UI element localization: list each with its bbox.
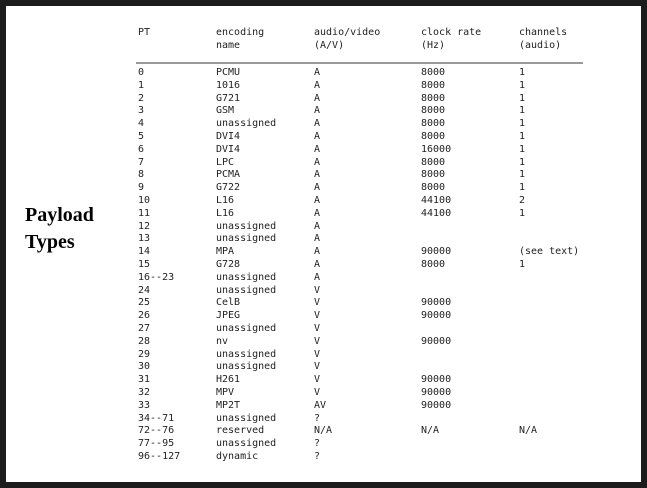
table-row	[6, 259, 641, 272]
cell-pt: 9	[138, 182, 145, 194]
cell-audio-video: V	[314, 386, 321, 398]
cell-clock-rate: 8000	[421, 118, 446, 130]
cell-pt: 28	[138, 335, 151, 347]
table-row	[6, 323, 641, 336]
cell-encoding: G722	[216, 182, 241, 194]
cell-audio-video: V	[314, 284, 321, 296]
cell-encoding: GSM	[216, 105, 235, 117]
cell-clock-rate: 8000	[421, 130, 446, 142]
table-row	[6, 400, 641, 413]
cell-clock-rate: 90000	[421, 374, 452, 386]
cell-pt: 32	[138, 386, 151, 398]
table-row	[6, 182, 641, 195]
cell-encoding: L16	[216, 207, 235, 219]
cell-audio-video: V	[314, 348, 321, 360]
cell-pt: 0	[138, 67, 145, 78]
cell-pt: 12	[138, 220, 151, 232]
cell-channels: 1	[519, 105, 526, 117]
cell-clock-rate: 8000	[421, 105, 446, 117]
cell-pt: 2	[138, 92, 145, 104]
cell-pt: 27	[138, 322, 151, 334]
header-audio-video: audio/video (A/V)	[314, 27, 381, 51]
cell-channels: 1	[519, 79, 526, 91]
cell-pt: 24	[138, 284, 151, 296]
header-clock-rate: clock rate (Hz)	[421, 27, 482, 51]
cell-audio-video: A	[314, 271, 321, 283]
cell-channels: 1	[519, 156, 526, 168]
cell-encoding: JPEG	[216, 310, 241, 322]
cell-pt: 26	[138, 310, 151, 322]
cell-encoding: PCMA	[216, 169, 241, 181]
cell-audio-video: V	[314, 322, 321, 334]
cell-clock-rate: 44100	[421, 194, 452, 206]
cell-pt: 77--95	[138, 438, 175, 450]
cell-encoding: unassigned	[216, 438, 277, 450]
table-row	[6, 336, 641, 349]
cell-channels: 1	[519, 143, 526, 155]
cell-pt: 1	[138, 79, 145, 91]
cell-audio-video: A	[314, 182, 321, 194]
cell-pt: 13	[138, 233, 151, 245]
cell-pt: 96--127	[138, 450, 181, 462]
table-row	[6, 374, 641, 387]
cell-pt: 11	[138, 207, 151, 219]
title-line-1: Payload	[25, 204, 94, 226]
cell-audio-video: N/A	[314, 425, 333, 437]
cell-audio-video: AV	[314, 399, 327, 411]
cell-channels: 1	[519, 130, 526, 142]
cell-encoding: 1016	[216, 79, 241, 91]
cell-audio-video: A	[314, 233, 321, 245]
cell-audio-video: V	[314, 374, 321, 386]
cell-pt: 4	[138, 118, 145, 130]
cell-encoding: unassigned	[216, 412, 277, 424]
cell-audio-video: V	[314, 297, 321, 309]
cell-pt: 3	[138, 105, 145, 117]
table-row	[6, 221, 641, 234]
cell-encoding: unassigned	[216, 220, 277, 232]
table-row	[6, 93, 641, 106]
cell-pt: 72--76	[138, 425, 175, 437]
table-row	[6, 451, 641, 464]
cell-encoding: reserved	[216, 425, 265, 437]
cell-pt: 31	[138, 374, 151, 386]
table-row	[6, 80, 641, 93]
cell-encoding: MPA	[216, 246, 235, 258]
cell-pt: 5	[138, 130, 145, 142]
table-row	[6, 310, 641, 323]
cell-audio-video: A	[314, 105, 321, 117]
cell-encoding: unassigned	[216, 322, 277, 334]
cell-encoding: LPC	[216, 156, 235, 168]
table-row	[6, 169, 641, 182]
cell-encoding: L16	[216, 194, 235, 206]
cell-encoding: unassigned	[216, 118, 277, 130]
cell-audio-video: V	[314, 310, 321, 322]
payload-table-body	[6, 67, 641, 464]
cell-pt: 25	[138, 297, 151, 309]
cell-clock-rate: 8000	[421, 156, 446, 168]
cell-channels: 1	[519, 67, 526, 78]
table-row	[6, 144, 641, 157]
cell-encoding: H261	[216, 374, 241, 386]
cell-pt: 16--23	[138, 271, 175, 283]
table-row	[6, 285, 641, 298]
cell-audio-video: ?	[314, 412, 321, 424]
table-row	[6, 208, 641, 221]
cell-audio-video: ?	[314, 450, 321, 462]
cell-clock-rate: 8000	[421, 182, 446, 194]
cell-audio-video: A	[314, 169, 321, 181]
cell-encoding: PCMU	[216, 67, 241, 78]
table-row	[6, 157, 641, 170]
cell-encoding: G728	[216, 258, 241, 270]
cell-clock-rate: 90000	[421, 297, 452, 309]
cell-clock-rate: 8000	[421, 67, 446, 78]
cell-audio-video: A	[314, 67, 321, 78]
cell-encoding: CelB	[216, 297, 241, 309]
table-row	[6, 438, 641, 451]
cell-pt: 33	[138, 399, 151, 411]
cell-audio-video: A	[314, 207, 321, 219]
table-row	[6, 246, 641, 259]
table-row	[6, 425, 641, 438]
table-row	[6, 67, 641, 80]
cell-clock-rate: 44100	[421, 207, 452, 219]
table-row	[6, 118, 641, 131]
table-row	[6, 349, 641, 362]
header-encoding: encoding name	[216, 27, 265, 51]
cell-audio-video: V	[314, 361, 321, 373]
table-row	[6, 413, 641, 426]
cell-audio-video: A	[314, 143, 321, 155]
cell-channels: 1	[519, 92, 526, 104]
table-row	[6, 387, 641, 400]
cell-clock-rate: N/A	[421, 425, 440, 437]
cell-clock-rate: 16000	[421, 143, 452, 155]
cell-pt: 34--71	[138, 412, 175, 424]
cell-audio-video: A	[314, 130, 321, 142]
cell-encoding: dynamic	[216, 450, 259, 462]
cell-clock-rate: 90000	[421, 246, 452, 258]
header-divider	[136, 62, 583, 64]
cell-encoding: unassigned	[216, 284, 277, 296]
table-row	[6, 195, 641, 208]
cell-clock-rate: 90000	[421, 335, 452, 347]
cell-clock-rate: 90000	[421, 399, 452, 411]
cell-channels: 1	[519, 118, 526, 130]
cell-encoding: MP2T	[216, 399, 241, 411]
cell-clock-rate: 8000	[421, 92, 446, 104]
cell-audio-video: A	[314, 220, 321, 232]
cell-audio-video: A	[314, 258, 321, 270]
cell-clock-rate: 8000	[421, 169, 446, 181]
cell-pt: 7	[138, 156, 145, 168]
cell-channels: N/A	[519, 425, 538, 437]
cell-pt: 6	[138, 143, 145, 155]
cell-pt: 8	[138, 169, 145, 181]
table-row	[6, 297, 641, 310]
header-pt: PT	[138, 27, 151, 38]
cell-channels: 1	[519, 207, 526, 219]
cell-encoding: unassigned	[216, 271, 277, 283]
cell-audio-video: V	[314, 335, 321, 347]
table-row	[6, 105, 641, 118]
slide	[6, 6, 641, 482]
cell-encoding: G721	[216, 92, 241, 104]
cell-encoding: DVI4	[216, 130, 241, 142]
header-channels: channels (audio)	[519, 27, 568, 51]
cell-encoding: DVI4	[216, 143, 241, 155]
cell-clock-rate: 8000	[421, 258, 446, 270]
cell-encoding: MPV	[216, 386, 235, 398]
table-row	[6, 233, 641, 246]
cell-clock-rate: 90000	[421, 310, 452, 322]
cell-pt: 14	[138, 246, 151, 258]
cell-audio-video: A	[314, 156, 321, 168]
cell-channels: 2	[519, 194, 526, 206]
table-row	[6, 361, 641, 374]
cell-pt: 30	[138, 361, 151, 373]
table-row	[6, 272, 641, 285]
cell-channels: 1	[519, 182, 526, 194]
cell-encoding: unassigned	[216, 233, 277, 245]
cell-encoding: nv	[216, 335, 229, 347]
cell-audio-video: A	[314, 92, 321, 104]
cell-clock-rate: 90000	[421, 386, 452, 398]
cell-pt: 29	[138, 348, 151, 360]
cell-audio-video: A	[314, 118, 321, 130]
cell-audio-video: A	[314, 79, 321, 91]
title-line-2: Types	[25, 231, 75, 253]
cell-clock-rate: 8000	[421, 79, 446, 91]
cell-channels: 1	[519, 258, 526, 270]
cell-pt: 15	[138, 258, 151, 270]
cell-channels: (see text)	[519, 246, 580, 258]
table-row	[6, 131, 641, 144]
cell-encoding: unassigned	[216, 348, 277, 360]
cell-audio-video: ?	[314, 438, 321, 450]
cell-audio-video: A	[314, 246, 321, 258]
cell-encoding: unassigned	[216, 361, 277, 373]
cell-channels: 1	[519, 169, 526, 181]
cell-audio-video: A	[314, 194, 321, 206]
cell-pt: 10	[138, 194, 151, 206]
